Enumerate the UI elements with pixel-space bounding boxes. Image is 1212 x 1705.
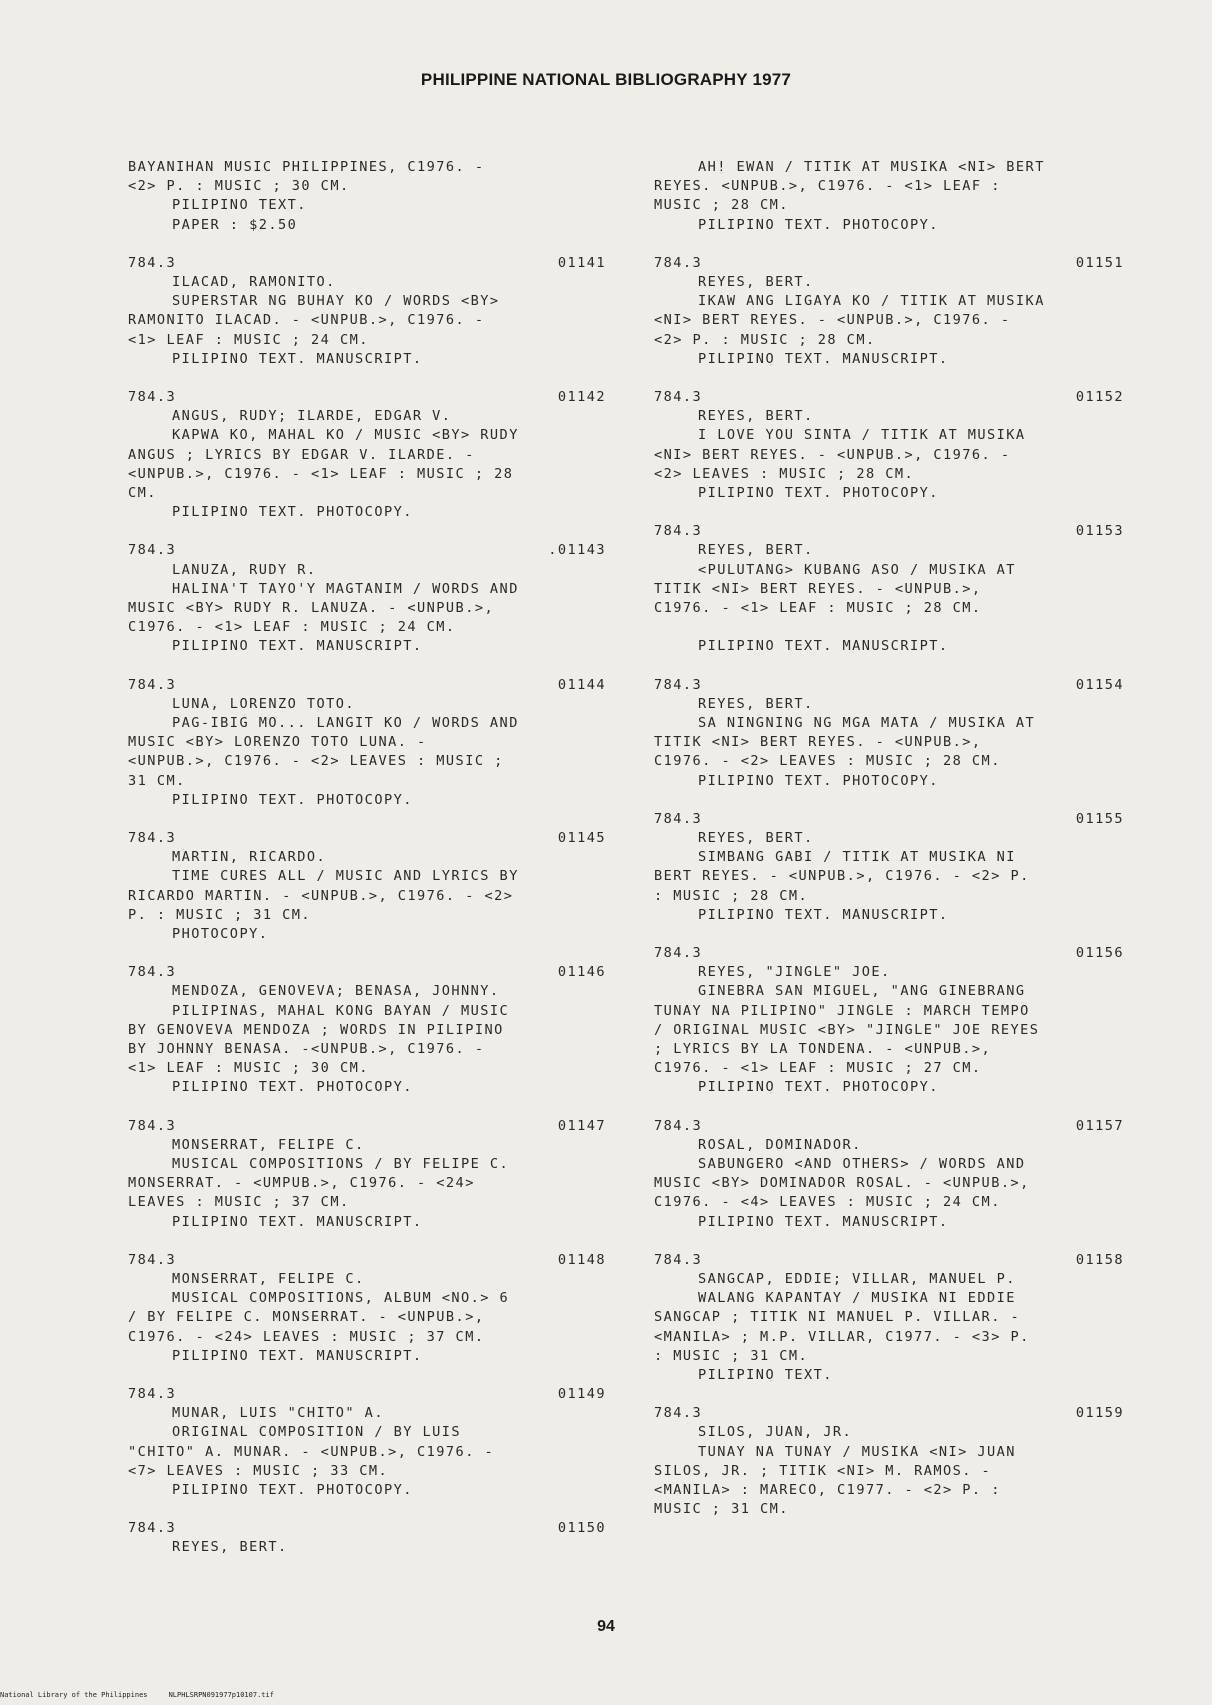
entry-line: PILIPINO TEXT. MANUSCRIPT.: [698, 906, 949, 923]
entry-line: MONSERRAT, FELIPE C.: [172, 1271, 365, 1288]
page-number: 94: [597, 1618, 615, 1635]
entry-number: 01150: [557, 1520, 606, 1537]
entry-line: MUSIC <BY> RUDY R. LANUZA. - <UNPUB.>,: [128, 600, 495, 617]
entry-line: C1976. - <2> LEAVES : MUSIC ; 28 CM.: [654, 753, 1001, 770]
entry-line: REYES, BERT.: [172, 1539, 288, 1556]
entry-line: HALINA'T TAYO'Y MAGTANIM / WORDS AND: [172, 580, 519, 597]
bibliography-entry: [128, 1117, 606, 1232]
entry-line: SILOS, JR. ; TITIK <NI> M. RAMOS. -: [654, 1462, 992, 1479]
call-number: 784.3: [654, 1405, 703, 1422]
entry-line: SANGCAP ; TITIK NI MANUEL P. VILLAR. -: [654, 1309, 1021, 1326]
bibliography-entry: [654, 1404, 1124, 1519]
call-number: 784.3: [128, 1251, 177, 1268]
entry-header: [128, 1385, 606, 1404]
entry-line: MUSIC ; 28 CM.: [654, 197, 789, 214]
entry-line: <MANILA> ; M.P. VILLAR, C1977. - <3> P.: [654, 1328, 1030, 1345]
entry-line: <PULUTANG> KUBANG ASO / MUSIKA AT: [698, 561, 1016, 578]
entry-line: MONSERRAT, FELIPE C.: [172, 1136, 365, 1153]
entry-line: TITIK <NI> BERT REYES. - <UNPUB.>,: [654, 734, 982, 751]
entry-line: SILOS, JUAN, JR.: [698, 1424, 853, 1441]
entry-number: 01146: [557, 964, 606, 981]
entry-line: ; LYRICS BY LA TONDENA. - <UNPUB.>,: [654, 1041, 992, 1058]
entry-number: 01145: [557, 830, 606, 847]
call-number: 784.3: [128, 1386, 177, 1403]
entry-line: BERT REYES. - <UNPUB.>, C1976. - <2> P.: [654, 868, 1030, 885]
entry-line: I LOVE YOU SINTA / TITIK AT MUSIKA: [698, 427, 1026, 444]
entry-line: REYES, BERT.: [698, 274, 814, 290]
bibliography-entry: [128, 676, 606, 810]
entry-header: [654, 1117, 1124, 1136]
entry-line: SA NINGNING NG MGA MATA / MUSIKA AT: [698, 715, 1036, 732]
entry-line: BAYANIHAN MUSIC PHILIPPINES, C1976. -: [128, 159, 485, 175]
call-number: 784.3: [654, 1251, 703, 1268]
entry-number: 01142: [557, 389, 606, 406]
call-number: 784.3: [128, 1520, 177, 1537]
bibliography-entry: [128, 541, 606, 656]
entry-number: 01148: [557, 1251, 606, 1268]
entry-line: PILIPINO TEXT. PHOTOCOPY.: [698, 485, 939, 502]
entry-line: PILIPINO TEXT.: [698, 1367, 833, 1384]
entry-number: 01141: [557, 254, 606, 271]
entry-header: [128, 676, 606, 695]
entry-line: <2> P. : MUSIC ; 28 CM.: [654, 331, 876, 348]
entry-line: ORIGINAL COMPOSITION / BY LUIS: [172, 1424, 462, 1441]
entry-line: BY JOHNNY BENASA. -<UNPUB.>, C1976. -: [128, 1041, 485, 1058]
entry-line: REYES, BERT.: [698, 408, 814, 425]
entry-line: PILIPINO TEXT. PHOTOCOPY.: [172, 791, 413, 808]
bibliography-entry: [654, 254, 1124, 369]
call-number: 784.3: [654, 945, 703, 962]
entry-line: PILIPINO TEXT. PHOTOCOPY.: [698, 216, 939, 233]
call-number: 784.3: [128, 676, 177, 693]
entry-line: RAMONITO ILACAD. - <UNPUB.>, C1976. -: [128, 312, 485, 329]
entry-line: ANGUS ; LYRICS BY EDGAR V. ILARDE. -: [128, 446, 475, 463]
entry-line: C1976. - <1> LEAF : MUSIC ; 27 CM.: [654, 1060, 982, 1077]
entry-line: C1976. - <24> LEAVES : MUSIC ; 37 CM.: [128, 1328, 485, 1345]
entry-line: PILIPINO TEXT. PHOTOCOPY.: [172, 1482, 413, 1499]
entry-header: [654, 810, 1124, 829]
entry-line: C1976. - <1> LEAF : MUSIC ; 24 CM.: [128, 619, 456, 636]
entry-header: [654, 676, 1124, 695]
entry-line: WALANG KAPANTAY / MUSIKA NI EDDIE: [698, 1290, 1016, 1307]
call-number: 784.3: [654, 254, 703, 271]
bibliography-entry: [654, 388, 1124, 503]
entry-line: MONSERRAT. - <UMPUB.>, C1976. - <24>: [128, 1175, 475, 1192]
entry-line: PILIPINO TEXT. MANUSCRIPT.: [172, 350, 423, 367]
entry-line: SANGCAP, EDDIE; VILLAR, MANUEL P.: [698, 1271, 1016, 1288]
entry-line: / BY FELIPE C. MONSERRAT. - <UNPUB.>,: [128, 1309, 485, 1326]
entry-line: TITIK <NI> BERT REYES. - <UNPUB.>,: [654, 580, 982, 597]
entry-header: [128, 963, 606, 982]
entry-number: .01143: [548, 542, 606, 559]
entry-line: PILIPINO TEXT. PHOTOCOPY.: [698, 1079, 939, 1096]
call-number: 784.3: [654, 676, 703, 693]
entry-line: : MUSIC ; 31 CM.: [654, 1347, 809, 1364]
entry-line: <2> LEAVES : MUSIC ; 28 CM.: [654, 465, 915, 482]
bibliography-entry: [654, 1117, 1124, 1232]
entry-line: ILACAD, RAMONITO.: [172, 274, 336, 290]
entry-line: <MANILA> : MARECO, C1977. - <2> P. :: [654, 1482, 1001, 1499]
entry-line: SUPERSTAR NG BUHAY KO / WORDS <BY>: [172, 293, 500, 310]
entry-line: TUNAY NA TUNAY / MUSIKA <NI> JUAN: [698, 1443, 1016, 1460]
entry-number: 01159: [1075, 1405, 1124, 1422]
call-number: 784.3: [128, 1117, 177, 1134]
call-number: 784.3: [654, 810, 703, 827]
entry-header: [128, 1519, 606, 1538]
entry-line: GINEBRA SAN MIGUEL, "ANG GINEBRANG: [698, 983, 1026, 1000]
entry-line: C1976. - <1> LEAF : MUSIC ; 28 CM.: [654, 600, 982, 617]
entry-line: SABUNGERO <AND OTHERS> / WORDS AND: [698, 1156, 1026, 1173]
entry-header: [654, 388, 1124, 407]
entry-line: PHOTOCOPY.: [172, 926, 269, 943]
bibliography-entry: [128, 963, 606, 1097]
entry-line: MUSICAL COMPOSITIONS, ALBUM <NO.> 6: [172, 1290, 510, 1307]
entry-line: REYES, BERT.: [698, 542, 814, 559]
entry-line: <NI> BERT REYES. - <UNPUB.>, C1976. -: [654, 312, 1011, 329]
entry-line: <NI> BERT REYES. - <UNPUB.>, C1976. -: [654, 446, 1011, 463]
call-number: 784.3: [654, 523, 703, 540]
bibliography-entry: [128, 1385, 606, 1500]
entry-line: TUNAY NA PILIPINO" JINGLE : MARCH TEMPO: [654, 1002, 1030, 1019]
entry-line: MARTIN, RICARDO.: [172, 849, 327, 866]
bibliography-entry: [654, 676, 1124, 791]
call-number: 784.3: [128, 254, 177, 271]
entry-line: PAPER : $2.50: [172, 216, 298, 233]
entry-header: [654, 254, 1124, 273]
entry-header: [654, 522, 1124, 541]
bibliography-entry: [654, 944, 1124, 1098]
entry-header: [128, 1117, 606, 1136]
bibliography-entry: [128, 1519, 606, 1557]
page-title: PHILIPPINE NATIONAL BIBLIOGRAPHY 1977: [420, 70, 792, 89]
entry-header: [128, 829, 606, 848]
footer-caption: National Library of the Philippines NLPHLSRPN091977p10107.tif: [0, 1691, 274, 1699]
entry-line: <7> LEAVES : MUSIC ; 33 CM.: [128, 1462, 389, 1479]
entry-line: <UNPUB.>, C1976. - <1> LEAF : MUSIC ; 28: [128, 465, 514, 482]
entry-line: PILIPINO TEXT. MANUSCRIPT.: [698, 350, 949, 367]
left-column: [128, 158, 606, 1577]
entry-line: <1> LEAF : MUSIC ; 30 CM.: [128, 1060, 369, 1077]
entry-line: MUSIC <BY> DOMINADOR ROSAL. - <UNPUB.>,: [654, 1175, 1030, 1192]
entry-header: [654, 1251, 1124, 1270]
entry-header: [128, 388, 606, 407]
bibliography-entry: [128, 1251, 606, 1366]
entry-line: C1976. - <4> LEAVES : MUSIC ; 24 CM.: [654, 1194, 1001, 1211]
entry-header: [128, 1251, 606, 1270]
bibliography-entry: [128, 829, 606, 944]
entry-line: 31 CM.: [128, 772, 186, 789]
entry-line: MUSIC <BY> LORENZO TOTO LUNA. -: [128, 734, 427, 751]
entry-number: 01152: [1075, 389, 1124, 406]
entry-line: / ORIGINAL MUSIC <BY> "JINGLE" JOE REYES: [654, 1021, 1040, 1038]
entry-line: CM.: [128, 485, 157, 502]
entry-line: : MUSIC ; 28 CM.: [654, 887, 809, 904]
entry-number: 01157: [1075, 1117, 1124, 1134]
entry-header: [654, 944, 1124, 963]
call-number: 784.3: [128, 830, 177, 847]
entry-number: 01154: [1075, 676, 1124, 693]
entry-number: 01151: [1075, 254, 1124, 271]
entry-line: AH! EWAN / TITIK AT MUSIKA <NI> BERT: [698, 159, 1045, 175]
entry-line: LANUZA, RUDY R.: [172, 561, 317, 578]
right-column: [654, 158, 1124, 1538]
entry-line: RICARDO MARTIN. - <UNPUB.>, C1976. - <2>: [128, 887, 514, 904]
bibliography-entry: [654, 1251, 1124, 1385]
entry-line: <UNPUB.>, C1976. - <2> LEAVES : MUSIC ;: [128, 753, 504, 770]
call-number: 784.3: [654, 389, 703, 406]
entry-line: PILIPINAS, MAHAL KONG BAYAN / MUSIC: [172, 1002, 510, 1019]
entry-line: MENDOZA, GENOVEVA; BENASA, JOHNNY.: [172, 983, 500, 1000]
entry-number: 01149: [557, 1386, 606, 1403]
entry-line: BY GENOVEVA MENDOZA ; WORDS IN PILIPINO: [128, 1021, 504, 1038]
entry-line: PILIPINO TEXT.: [172, 197, 307, 214]
call-number: 784.3: [654, 1117, 703, 1134]
call-number: 784.3: [128, 542, 177, 559]
bibliography-entry: [654, 810, 1124, 925]
entry-number: 01155: [1075, 810, 1124, 827]
bibliography-entry: [128, 388, 606, 522]
entry-line: LUNA, LORENZO TOTO.: [172, 695, 356, 712]
entry-line: TIME CURES ALL / MUSIC AND LYRICS BY: [172, 868, 519, 885]
entry-line: PILIPINO TEXT. PHOTOCOPY.: [172, 1079, 413, 1096]
entry-number: 01147: [557, 1117, 606, 1134]
entry-line: LEAVES : MUSIC ; 37 CM.: [128, 1194, 350, 1211]
entry-line: PAG-IBIG MO... LANGIT KO / WORDS AND: [172, 715, 519, 732]
entry-line: REYES, BERT.: [698, 830, 814, 847]
bibliography-entry: [654, 158, 1124, 235]
bibliography-entry: [128, 158, 606, 235]
entry-line: PILIPINO TEXT. MANUSCRIPT.: [698, 638, 949, 655]
entry-header: [654, 1404, 1124, 1423]
call-number: 784.3: [128, 389, 177, 406]
entry-line: MUNAR, LUIS "CHITO" A.: [172, 1405, 384, 1422]
entry-number: 01158: [1075, 1251, 1124, 1268]
entry-line: <2> P. : MUSIC ; 30 CM.: [128, 178, 350, 195]
entry-line: PILIPINO TEXT. PHOTOCOPY.: [698, 772, 939, 789]
entry-number: 01144: [557, 676, 606, 693]
entry-line: PILIPINO TEXT. MANUSCRIPT.: [172, 1347, 423, 1364]
entry-line: "CHITO" A. MUNAR. - <UNPUB.>, C1976. -: [128, 1443, 495, 1460]
entry-line: [654, 618, 1124, 637]
entry-line: REYES, "JINGLE" JOE.: [698, 964, 891, 981]
entry-line: PILIPINO TEXT. MANUSCRIPT.: [172, 638, 423, 655]
entry-header: [128, 541, 606, 560]
entry-line: MUSICAL COMPOSITIONS / BY FELIPE C.: [172, 1156, 510, 1173]
entry-number: 01156: [1075, 945, 1124, 962]
entry-line: ANGUS, RUDY; ILARDE, EDGAR V.: [172, 408, 452, 425]
bibliography-entry: [654, 522, 1124, 656]
entry-header: [128, 254, 606, 273]
entry-line: SIMBANG GABI / TITIK AT MUSIKA NI: [698, 849, 1016, 866]
entry-line: REYES, BERT.: [698, 695, 814, 712]
entry-line: <1> LEAF : MUSIC ; 24 CM.: [128, 331, 369, 348]
entry-line: ROSAL, DOMINADOR.: [698, 1136, 862, 1153]
entry-line: PILIPINO TEXT. MANUSCRIPT.: [172, 1213, 423, 1230]
entry-line: REYES. <UNPUB.>, C1976. - <1> LEAF :: [654, 178, 1001, 195]
bibliography-entry: [128, 254, 606, 369]
entry-line: PILIPINO TEXT. PHOTOCOPY.: [172, 504, 413, 521]
entry-line: KAPWA KO, MAHAL KO / MUSIC <BY> RUDY: [172, 427, 519, 444]
entry-number: 01153: [1075, 523, 1124, 540]
call-number: 784.3: [128, 964, 177, 981]
entry-line: MUSIC ; 31 CM.: [654, 1501, 789, 1518]
entry-line: IKAW ANG LIGAYA KO / TITIK AT MUSIKA: [698, 293, 1045, 310]
entry-line: PILIPINO TEXT. MANUSCRIPT.: [698, 1213, 949, 1230]
entry-line: P. : MUSIC ; 31 CM.: [128, 906, 312, 923]
